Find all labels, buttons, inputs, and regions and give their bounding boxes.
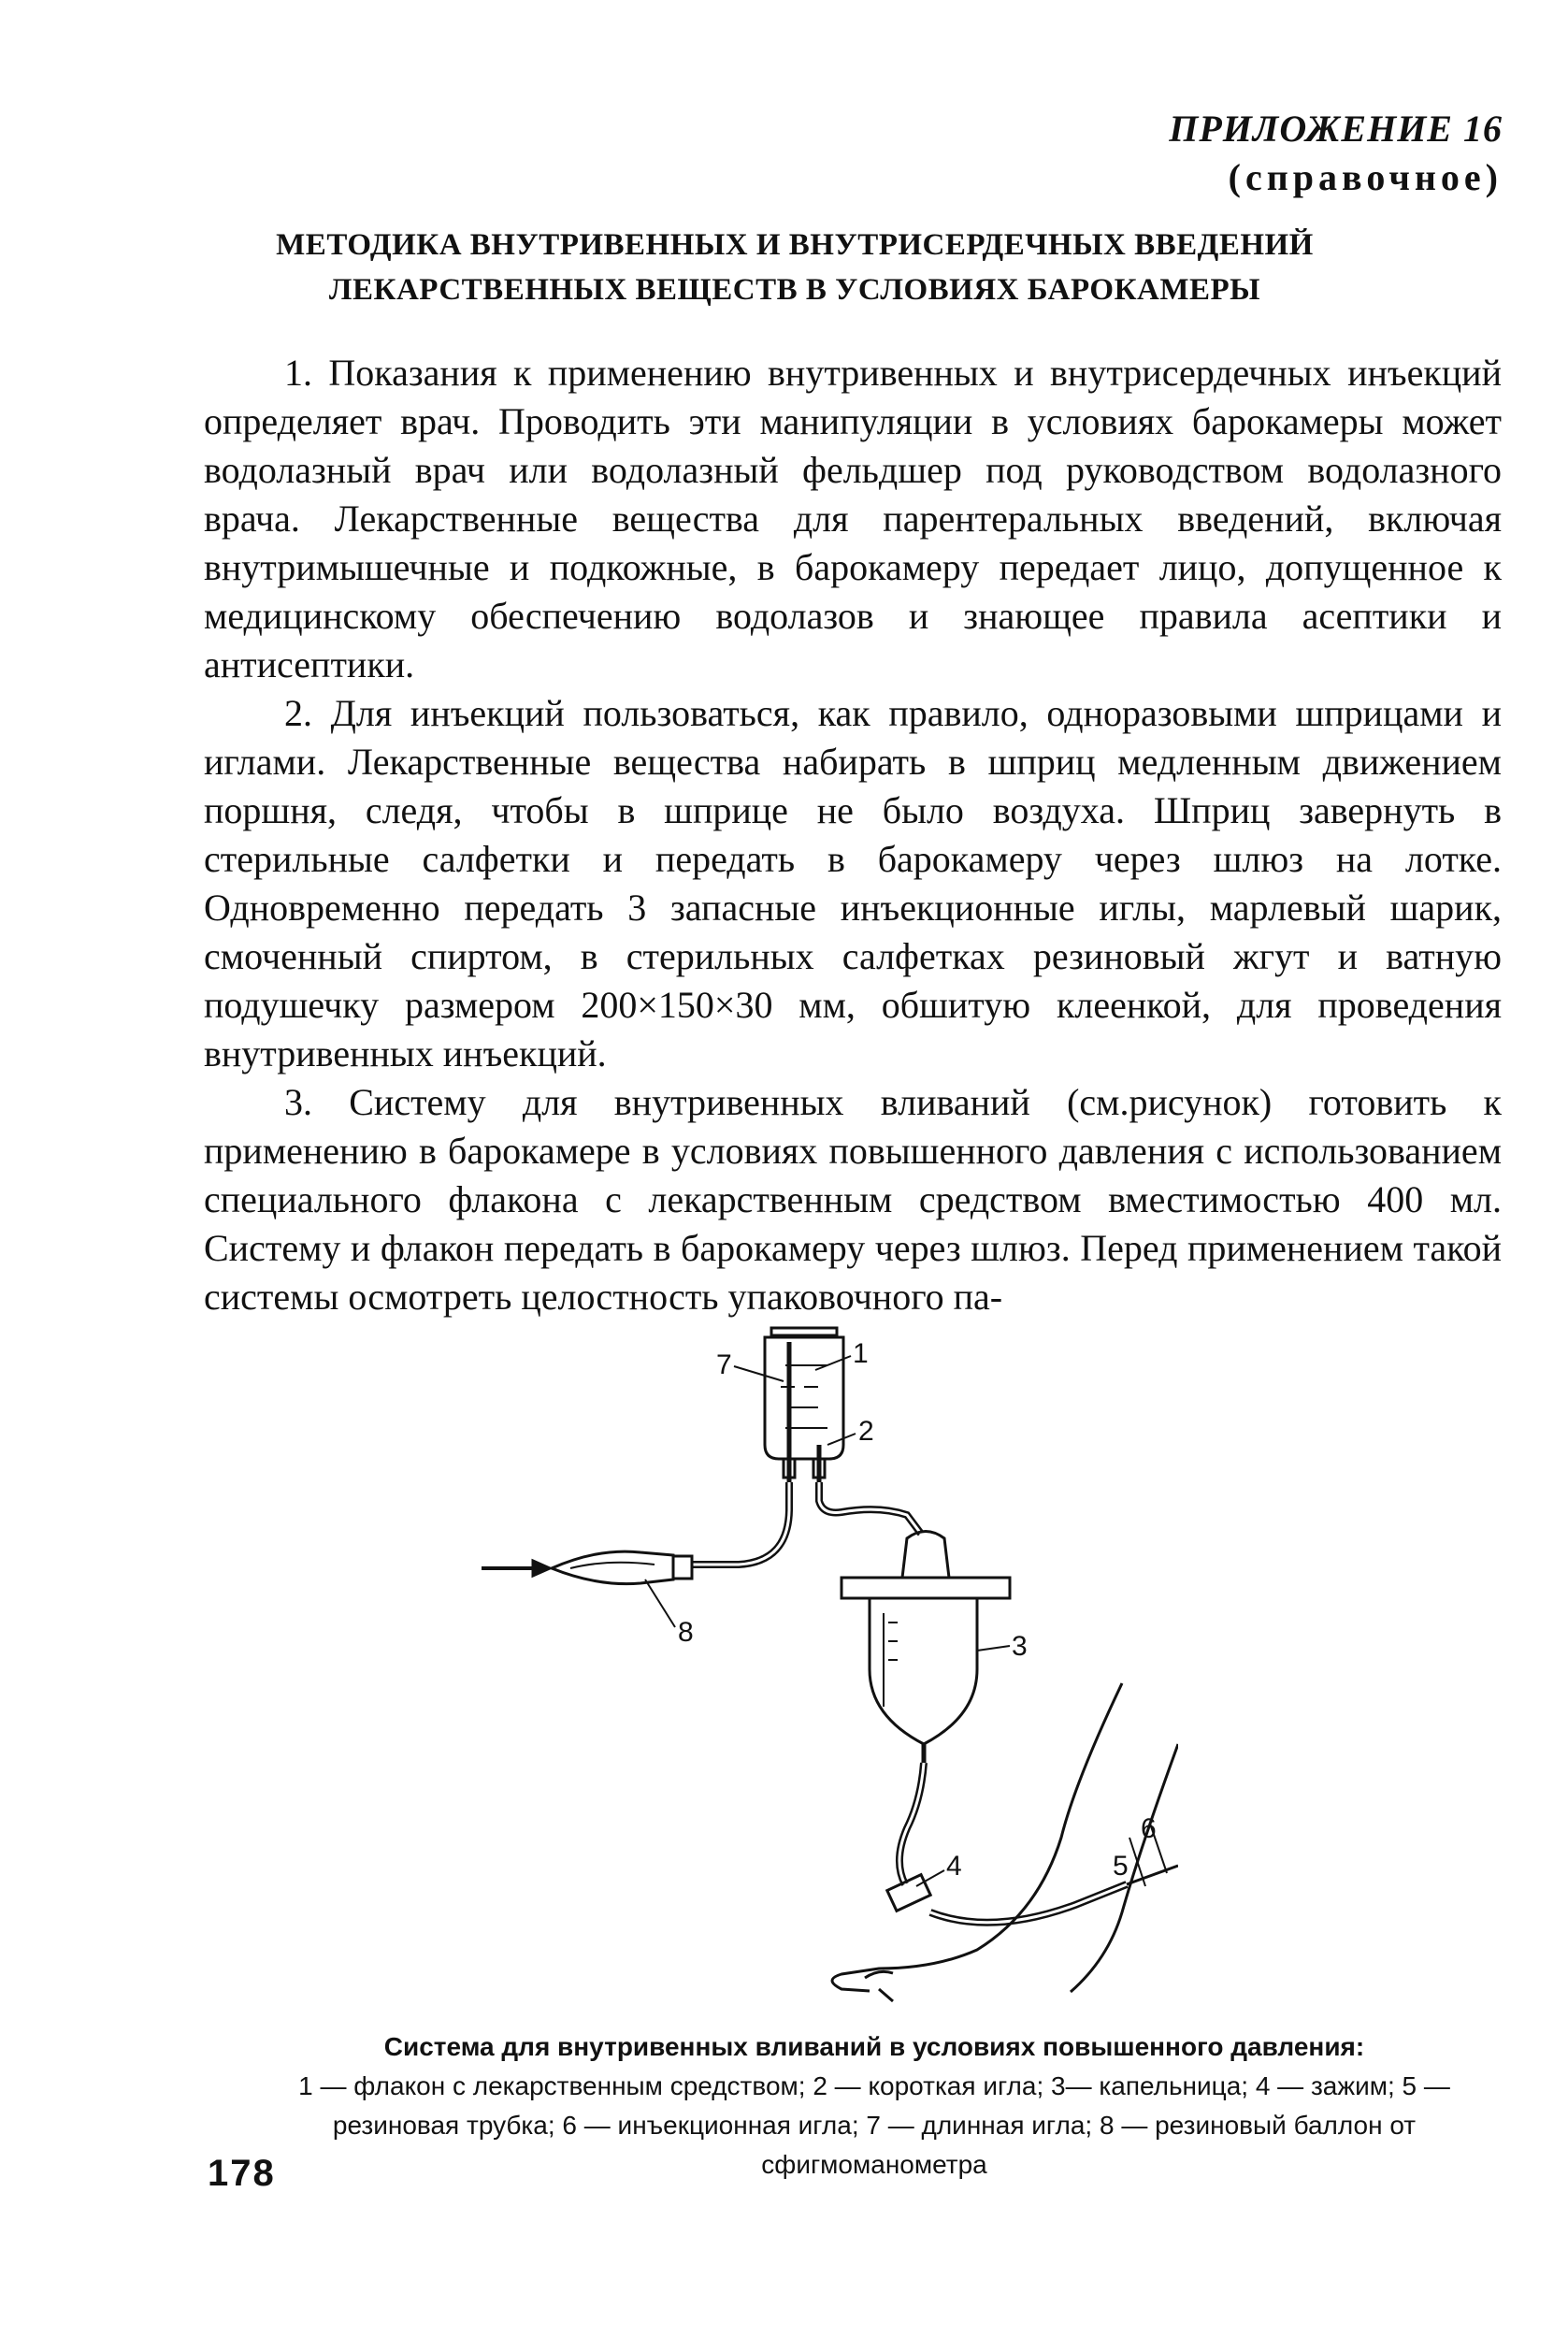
label-5: 5 [1113,1851,1129,1882]
document-title-line-1: МЕТОДИКА ВНУТРИВЕННЫХ И ВНУТРИСЕРДЕЧНЫХ ВВЕДЕНИЙ [276,228,1314,262]
rubber-bulb [552,1551,692,1584]
label-7: 7 [716,1349,732,1380]
appendix-header [1169,105,1503,202]
label-3: 3 [1012,1631,1028,1662]
appendix-subtitle: (справочное) [1228,156,1503,198]
label-4: 4 [946,1851,962,1882]
label-6: 6 [1141,1813,1157,1844]
document-title-line-2: ЛЕКАРСТВЕННЫХ ВЕЩЕСТВ В УСЛОВИЯХ БАРОКАМЕРЫ [328,273,1261,307]
clamp [887,1875,930,1911]
arm-outline [832,1683,1178,2001]
label-2: 2 [858,1416,874,1447]
label-8: 8 [678,1617,694,1648]
caption-head: Система для внутривенных вливаний в условиях повышенного давления: [383,2032,1365,2061]
document-title [187,223,1403,312]
iv-system-diagram [468,1314,1178,2006]
paragraph-1: 1. Показания к применению внутривенных и внутрисердечных инъекций определяет врач. Проводить эти манипуляции в условиях барокамеры может водолазный врач или водолазный фельдшер под руководством водолазного врача. Лекарственные вещества для парентеральных введений, включая внутримышечные и подкожные, в барокамеру передает лицо, допущенное к медицинскому обеспечению водолазов и знающее правила асептики и антисептики. [204,352,1502,685]
medicine-bottle [765,1328,843,1478]
label-1: 1 [853,1338,869,1369]
drip-chamber [842,1532,1010,1764]
appendix-title: ПРИЛОЖЕНИЕ 16 [1169,108,1503,150]
figure-caption [252,2027,1496,2185]
page-number: 178 [208,2153,276,2194]
paragraph-2: 2. Для инъекций пользоваться, как правило, одноразовыми шприцами и иглами. Лекарственные вещества набирать в шприц медленным движением поршня, следя, чтобы в шприце не было воздуха. Шприц завернуть в стерильные салфетки и передать в барокамеру через шлюз на лотке. Одновременно передать 3 запасные инъекционные иглы, марлевый шарик, смоченный спиртом, в стерильных салфетках резиновый жгут и ватную подушечку размером 200×150×30 мм, обшитую клеенкой, для проведения внутривенных инъекций. [204,692,1502,1075]
paragraph-3: 3. Систему для внутривенных вливаний (см.рисунок) готовить к применению в барокамере в условиях повышенного давления с использованием специального флакона с лекарственным средством вместимостью 400 мл. Систему и флакон передать в барокамеру через шлюз. Перед применением такой системы осмотреть целостность упаковочного па- [204,1081,1502,1318]
caption-body: 1 — флакон с лекарственным средством; 2 — короткая игла; 3— капельница; 4 — зажим; 5 — резиновая трубка; 6 — инъекционная игла; 7 — длинная игла; 8 — резиновый баллон от сфигмоманометра [298,2071,1450,2179]
body-text [204,349,1502,1321]
